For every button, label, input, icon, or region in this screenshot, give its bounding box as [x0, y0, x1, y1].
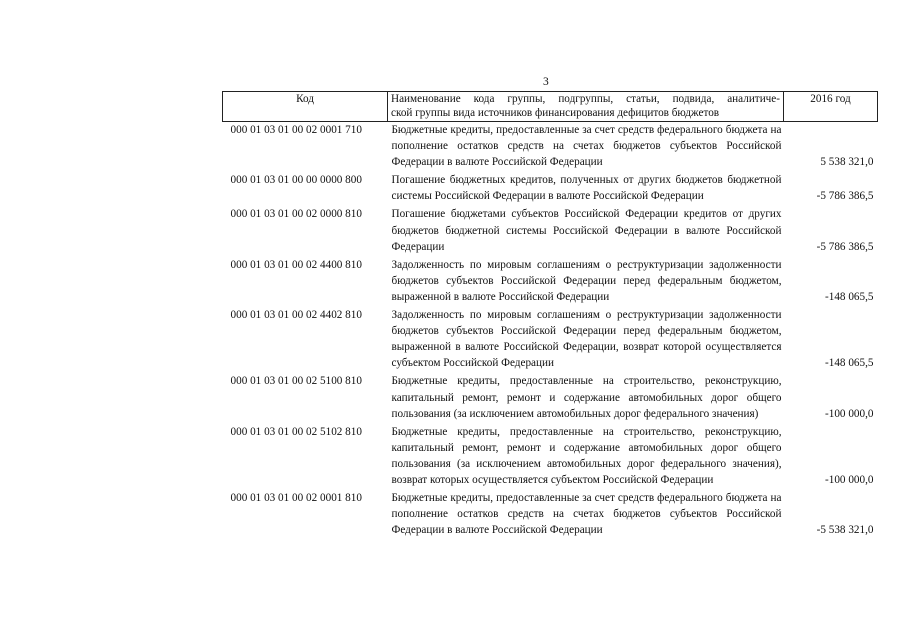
page-number: 3 — [543, 76, 549, 88]
row-name: Задолженность по мировым соглашениям о реструктуризации задолженности бюджетов субъектов Российской Федерации перед федеральным бюджетом, выраженной в валюте Российской Федерации, возврат которой осуществляется субъектом Российской Федерации — [391, 309, 782, 370]
row-code: 000 01 03 01 00 02 0000 810 — [230, 208, 362, 221]
row-amount: -148 065,5 — [825, 290, 874, 303]
row-amount: -5 786 386,5 — [816, 240, 874, 253]
header-name — [388, 92, 784, 122]
header-year: 2016 год — [784, 92, 878, 122]
table-row — [223, 307, 878, 373]
row-code: 000 01 03 01 00 02 0001 710 — [230, 124, 362, 136]
table-row — [223, 424, 878, 490]
header-row — [223, 92, 878, 122]
header-name-line-1: Наименование кода группы, подгруппы, статьи, подвида, аналитиче- — [391, 93, 780, 105]
row-name: Погашение бюджетами субъектов Российской Федерации кредитов от других бюджетов бюджетной системы Российской Федерации в валюте Российской Федерации — [391, 208, 782, 253]
table-row — [223, 172, 878, 206]
row-name: Бюджетные кредиты, предоставленные на строительство, реконструкцию, капитальный ремонт, ремонт и содержание автомобильных дорог общего пользования (за исключением автомобильных дорог федерального значения) — [391, 375, 782, 420]
row-name: Задолженность по мировым соглашениям о реструктуризации задолженности бюджетов субъектов Российской Федерации перед федеральным бюджетом, выраженной в валюте Российской Федерации — [391, 258, 782, 303]
row-name: Бюджетные кредиты, предоставленные за счет средств федерального бюджета на пополнение остатков средств на счетах бюджетов субъектов Российской Федерации в валюте Российской Федерации — [391, 124, 782, 169]
row-code: 000 01 03 01 00 02 4402 810 — [230, 309, 362, 322]
row-code: 000 01 03 01 00 02 0001 810 — [230, 492, 362, 505]
table-header — [223, 92, 878, 122]
table-row — [223, 206, 878, 256]
row-amount: -100 000,0 — [825, 473, 874, 486]
row-code: 000 01 03 01 00 02 4400 810 — [230, 258, 362, 271]
row-code: 000 01 03 01 00 00 0000 800 — [230, 174, 362, 187]
row-name: Погашение бюджетных кредитов, полученных от других бюджетов бюджетной системы Российской Федерации в валюте Российской Федерации — [391, 174, 782, 203]
table-body — [223, 122, 878, 541]
header-code: Код — [223, 92, 388, 122]
row-name: Бюджетные кредиты, предоставленные на строительство, реконструкцию, капитальный ремонт, ремонт и содержание автомобильных дорог общего пользования (за исключением автомобильных дорог федерального значения), возврат которых осуществляется субъектом Российской Федерации — [391, 425, 782, 486]
table-row — [223, 373, 878, 423]
row-amount: -5 538 321,0 — [816, 524, 874, 537]
row-name: Бюджетные кредиты, предоставленные за счет средств федерального бюджета на пополнение остатков средств на счетах бюджетов субъектов Российской Федерации в валюте Российской Федерации — [391, 492, 782, 537]
row-amount: -5 786 386,5 — [816, 190, 874, 203]
row-code: 000 01 03 01 00 02 5102 810 — [230, 425, 362, 438]
row-code: 000 01 03 01 00 02 5100 810 — [230, 375, 362, 388]
table-row — [223, 490, 878, 540]
row-amount: -148 065,5 — [825, 357, 874, 370]
row-amount: -100 000,0 — [825, 407, 874, 420]
header-name-line-2: ской группы вида источников финансирования дефицитов бюджетов — [391, 106, 720, 119]
table-row — [223, 257, 878, 307]
table-row — [223, 122, 878, 173]
row-amount: 5 538 321,0 — [820, 156, 874, 169]
budget-sources-table — [222, 91, 878, 540]
